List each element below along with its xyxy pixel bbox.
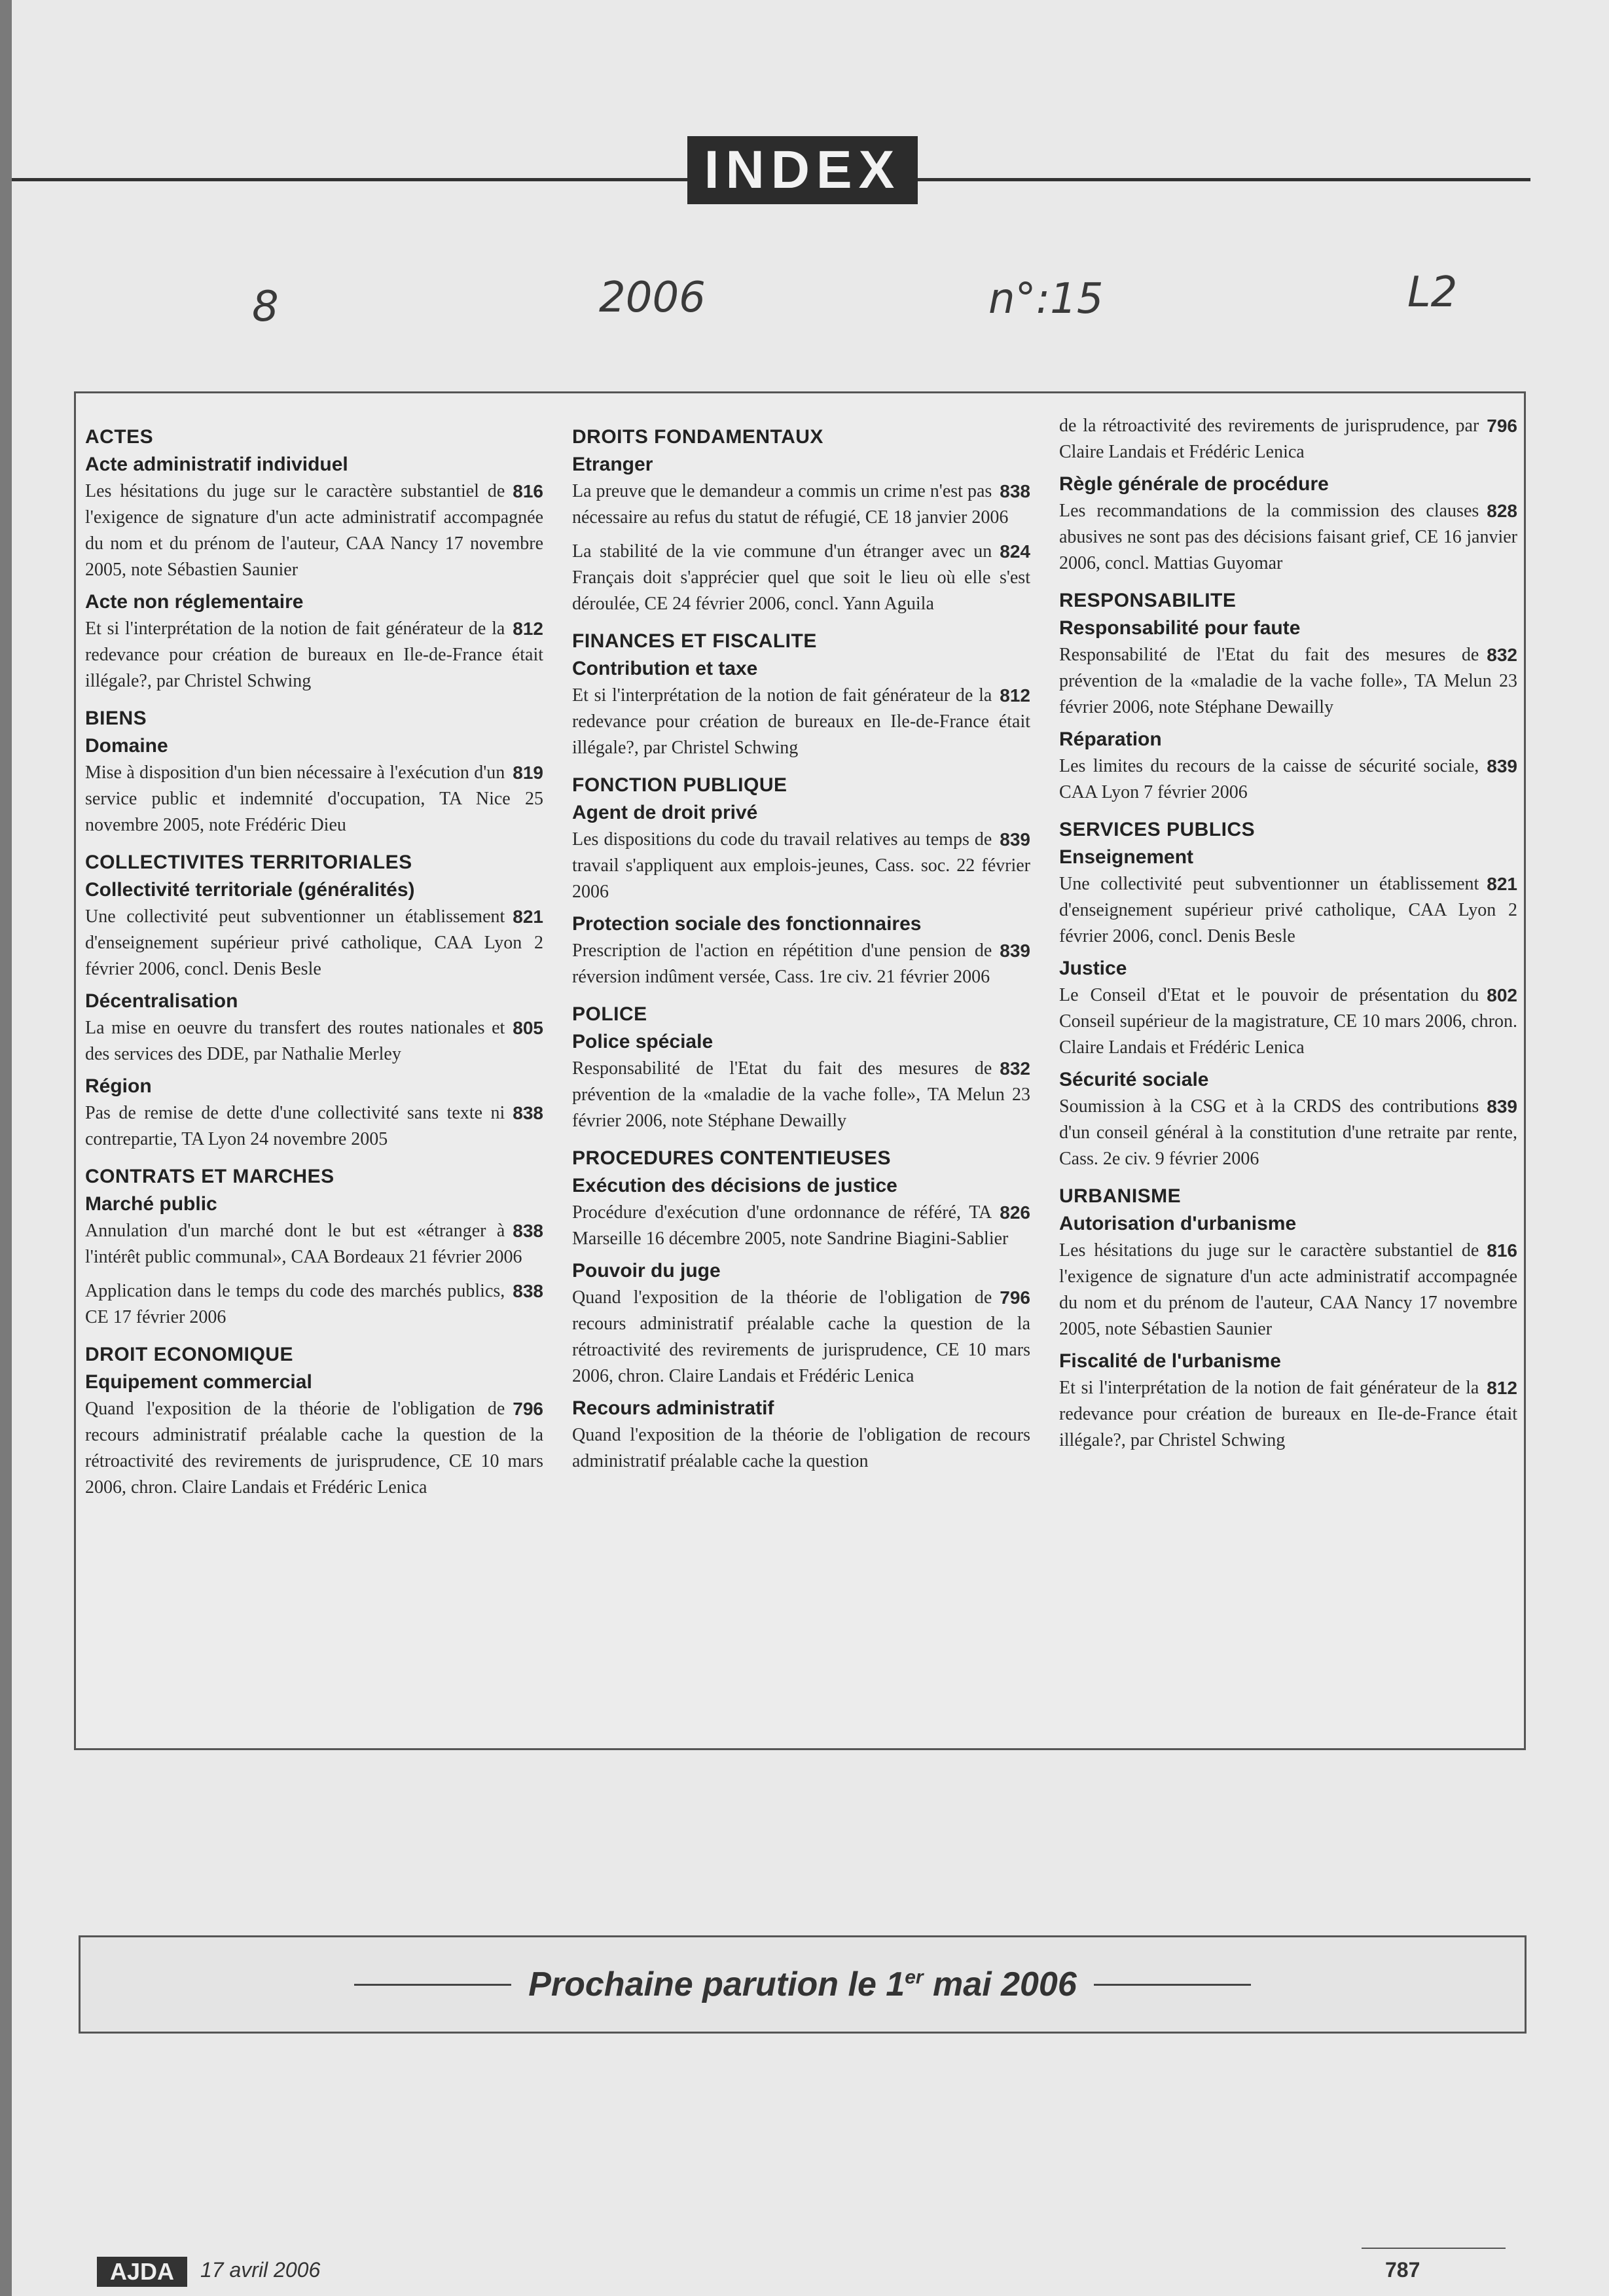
index-entry (85, 1396, 543, 1501)
entry-text: La mise en oeuvre du transfert des routes nationales et des services des DDE, par Nathalie Merley (85, 1018, 505, 1064)
entry-page-number: 832 (1000, 1058, 1030, 1079)
entry-text: de la rétroactivité des revirements de jurisprudence, par Claire Landais et Frédéric Lenica (1059, 416, 1479, 462)
index-entry (572, 539, 1030, 617)
entry-text: Quand l'exposition de la théorie de l'obligation de recours administratif préalable cache la question de la rétroactivité des revirements de jurisprudence, CE 10 mars 2006, chron. Claire Landais et Frédéric Lenica (85, 1399, 543, 1498)
entry-page-number: 796 (1000, 1287, 1030, 1308)
entry-text: Une collectivité peut subventionner un établissement d'enseignement supérieur privé catholique, CAA Lyon 2 février 2006, concl. Denis Besle (85, 906, 543, 979)
entry-text: Les limites du recours de la caisse de sécurité sociale, CAA Lyon 7 février 2006 (1059, 756, 1479, 802)
subsection-heading: Marché public (85, 1193, 217, 1215)
entry-text: Soumission à la CSG et à la CRDS des contributions d'un conseil général à la constitution d'une retraite par rente, Cass. 2e civ. 9 février 2006 (1059, 1096, 1517, 1169)
section-heading: FONCTION PUBLIQUE (572, 774, 787, 796)
handwritten-year: 2006 (599, 274, 706, 322)
entry-page-number: 812 (513, 619, 543, 639)
entry-page-number: 838 (513, 1221, 543, 1241)
index-entry (1059, 642, 1517, 721)
entry-text: Responsabilité de l'Etat du fait des mesures de prévention de la «maladie de la vache folle», TA Melun 23 février 2006, note Stéphane Dewailly (572, 1058, 1030, 1131)
entry-text: Les hésitations du juge sur le caractère substantiel de l'exigence de signature d'un acte administratif accompagnée du nom et du prénom de l'auteur, CAA Nancy 17 novembre 2005, note Sébastien Saunier (1059, 1240, 1517, 1339)
section-heading: RESPONSABILITE (1059, 590, 1237, 611)
entry-page-number: 812 (1000, 685, 1030, 706)
entry-page-number: 821 (513, 906, 543, 927)
page-binding-edge (0, 0, 12, 2296)
handwritten-mark-right: L2 (1407, 268, 1458, 317)
subsection-heading: Etranger (572, 454, 653, 475)
entry-page-number: 839 (1000, 941, 1030, 961)
index-entry (1059, 753, 1517, 806)
entry-text: Et si l'interprétation de la notion de fait générateur de la redevance pour création de bureaux en Ile-de-France était illégale?, par Christel Schwing (1059, 1378, 1517, 1450)
subsection-heading: Enseignement (1059, 846, 1194, 868)
subsection-heading: Sécurité sociale (1059, 1069, 1209, 1090)
index-entry (85, 478, 543, 583)
index-entry (572, 938, 1030, 990)
entry-text: Mise à disposition d'un bien nécessaire à l'exécution d'un service public et indemnité d'occupation, TA Nice 25 novembre 2005, note Frédéric Dieu (85, 762, 543, 835)
section-heading: BIENS (85, 708, 147, 729)
index-entry (1059, 982, 1517, 1061)
page-number: 787 (1385, 2258, 1420, 2282)
subsection-heading: Règle générale de procédure (1059, 473, 1329, 495)
section-heading: CONTRATS ET MARCHES (85, 1166, 334, 1187)
section-heading: FINANCES ET FISCALITE (572, 630, 817, 652)
subsection-heading: Pouvoir du juge (572, 1260, 721, 1282)
index-frame (74, 391, 1526, 1750)
footer-rule (1362, 2248, 1506, 2249)
entry-text: Quand l'exposition de la théorie de l'obligation de recours administratif préalable cache la question de la rétroactivité des revirements de jurisprudence, CE 10 mars 2006, chron. Claire Landais et Frédéric Lenica (572, 1287, 1030, 1386)
entry-page-number: 838 (513, 1103, 543, 1123)
subsection-heading: Autorisation d'urbanisme (1059, 1213, 1297, 1234)
entry-text: La stabilité de la vie commune d'un étranger avec un Français doit s'apprécier quel que soit le lieu où elle s'est déroulée, CE 24 février 2006, concl. Yann Aguila (572, 541, 1030, 614)
handwritten-number: n°:15 (988, 275, 1104, 323)
section-heading: SERVICES PUBLICS (1059, 819, 1256, 840)
next-issue-banner (79, 1935, 1527, 2034)
subsection-heading: Police spéciale (572, 1031, 714, 1052)
subsection-heading: Acte non réglementaire (85, 591, 304, 613)
entry-page-number: 796 (513, 1399, 543, 1419)
index-entry (85, 1278, 543, 1331)
index-entry (1059, 871, 1517, 950)
issue-date: 17 avril 2006 (200, 2258, 321, 2282)
index-entry (572, 1056, 1030, 1134)
index-entry (1059, 1238, 1517, 1342)
entry-page-number: 838 (1000, 481, 1030, 501)
entry-page-number: 826 (1000, 1202, 1030, 1223)
index-entry (1059, 1375, 1517, 1454)
entry-page-number: 821 (1487, 874, 1517, 894)
index-title: INDEX (687, 136, 918, 204)
entry-text: Et si l'interprétation de la notion de fait générateur de la redevance pour création de bureaux en Ile-de-France était illégale?, par Christel Schwing (85, 619, 543, 691)
index-entry (572, 683, 1030, 761)
index-entry (572, 827, 1030, 905)
handwritten-mark-left: 8 (252, 283, 279, 331)
subsection-heading: Contribution et taxe (572, 658, 758, 679)
index-column-1 (85, 413, 543, 1509)
index-entry (85, 616, 543, 694)
index-entry (1059, 498, 1517, 577)
index-entry (85, 904, 543, 982)
entry-text: Les recommandations de la commission des clauses abusives ne sont pas des décisions faisant grief, CE 16 janvier 2006, concl. Mattias Guyomar (1059, 501, 1517, 573)
subsection-heading: Réparation (1059, 728, 1162, 750)
entry-page-number: 805 (513, 1018, 543, 1038)
entry-text: Les dispositions du code du travail relatives au temps de travail s'appliquent aux emplois-jeunes, Cass. soc. 22 février 2006 (572, 829, 1030, 902)
entry-text: Le Conseil d'Etat et le pouvoir de présentation du Conseil supérieur de la magistrature, CE 10 mars 2006, chron. Claire Landais et Frédéric Lenica (1059, 985, 1517, 1058)
entry-page-number: 828 (1487, 501, 1517, 521)
section-heading: ACTES (85, 426, 154, 448)
entry-text: La preuve que le demandeur a commis un crime n'est pas nécessaire au refus du statut de réfugié, CE 18 janvier 2006 (572, 481, 1009, 528)
entry-page-number: 819 (513, 762, 543, 783)
next-issue-text: Prochaine parution le 1er mai 2006 (528, 1965, 1077, 2003)
entry-page-number: 802 (1487, 985, 1517, 1005)
entry-text: Annulation d'un marché dont le but est «étranger à l'intérêt public communal», CAA Bordeaux 21 février 2006 (85, 1221, 522, 1267)
subsection-heading: Collectivité territoriale (généralités) (85, 879, 415, 901)
entry-text: Procédure d'exécution d'une ordonnance de référé, TA Marseille 16 décembre 2005, note Sandrine Biagini-Sablier (572, 1202, 1009, 1249)
index-entry-text: Quand l'exposition de la théorie de l'obligation de recours administratif préalable cache la question (572, 1425, 1030, 1471)
subsection-heading: Responsabilité pour faute (1059, 617, 1301, 639)
entry-page-number: 816 (513, 481, 543, 501)
index-column-2 (572, 413, 1030, 1475)
index-entry (85, 1218, 543, 1270)
index-entry (1059, 413, 1517, 465)
index-entry (572, 478, 1030, 531)
entry-page-number: 816 (1487, 1240, 1517, 1261)
entry-text: Pas de remise de dette d'une collectivité sans texte ni contrepartie, TA Lyon 24 novembre 2005 (85, 1103, 505, 1149)
entry-page-number: 839 (1000, 829, 1030, 850)
journal-logo: AJDA (97, 2257, 187, 2287)
subsection-heading: Protection sociale des fonctionnaires (572, 913, 922, 935)
subsection-heading: Agent de droit privé (572, 802, 758, 823)
entry-page-number: 832 (1487, 645, 1517, 665)
index-entry (572, 1200, 1030, 1252)
entry-page-number: 838 (513, 1281, 543, 1301)
entry-page-number: 824 (1000, 541, 1030, 562)
entry-text: Responsabilité de l'Etat du fait des mesures de prévention de la «maladie de la vache folle», TA Melun 23 février 2006, note Stéphane Dewailly (1059, 645, 1517, 717)
entry-text: Et si l'interprétation de la notion de fait générateur de la redevance pour création de bureaux en Ile-de-France était illégale?, par Christel Schwing (572, 685, 1030, 758)
index-entry (85, 1015, 543, 1067)
section-heading: COLLECTIVITES TERRITORIALES (85, 852, 412, 873)
subsection-heading: Domaine (85, 735, 168, 757)
section-heading: PROCEDURES CONTENTIEUSES (572, 1147, 892, 1169)
section-heading: DROIT ECONOMIQUE (85, 1344, 294, 1365)
section-heading: URBANISME (1059, 1185, 1182, 1207)
subsection-heading: Acte administratif individuel (85, 454, 348, 475)
subsection-heading: Décentralisation (85, 990, 238, 1012)
subsection-heading: Recours administratif (572, 1397, 774, 1419)
entry-text: Application dans le temps du code des marchés publics, CE 17 février 2006 (85, 1281, 505, 1327)
entry-text: Une collectivité peut subventionner un établissement d'enseignement supérieur privé catholique, CAA Lyon 2 février 2006, concl. Denis Besle (1059, 874, 1517, 946)
subsection-heading: Exécution des décisions de justice (572, 1175, 897, 1196)
subsection-heading: Région (85, 1075, 152, 1097)
section-heading: POLICE (572, 1003, 647, 1025)
index-entry (1059, 1094, 1517, 1172)
index-entry (85, 760, 543, 838)
section-heading: DROITS FONDAMENTAUX (572, 426, 823, 448)
entry-page-number: 796 (1487, 416, 1517, 436)
banner-rule-left (354, 1984, 511, 1986)
subsection-heading: Equipement commercial (85, 1371, 312, 1393)
entry-page-number: 812 (1487, 1378, 1517, 1398)
entry-page-number: 839 (1487, 1096, 1517, 1117)
index-entry (572, 1285, 1030, 1390)
subsection-heading: Justice (1059, 958, 1127, 979)
entry-text: Prescription de l'action en répétition d'une pension de réversion indûment versée, Cass. 1re civ. 21 février 2006 (572, 941, 992, 987)
entry-text: Les hésitations du juge sur le caractère substantiel de l'exigence de signature d'un acte administratif accompagnée du nom et du prénom de l'auteur, CAA Nancy 17 novembre 2005, note Sébastien Saunier (85, 481, 543, 580)
index-entry (85, 1100, 543, 1153)
entry-page-number: 839 (1487, 756, 1517, 776)
index-column-3 (1059, 413, 1517, 1462)
subsection-heading: Fiscalité de l'urbanisme (1059, 1350, 1281, 1372)
banner-rule-right (1094, 1984, 1251, 1986)
